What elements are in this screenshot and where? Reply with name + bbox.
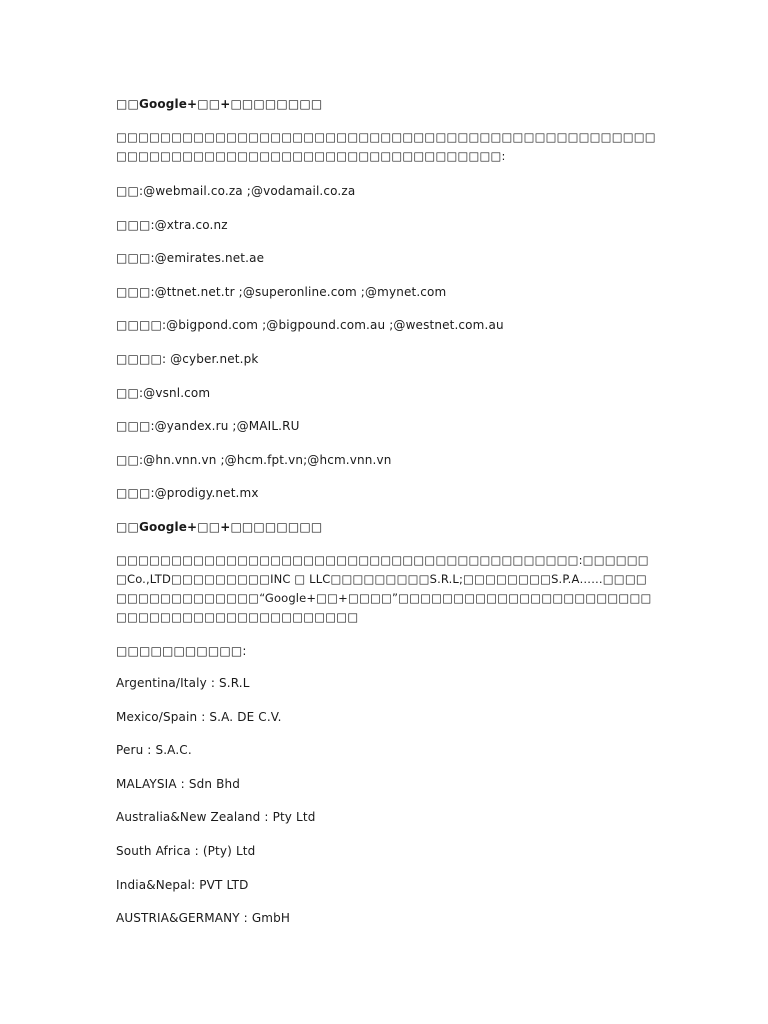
section-2-intro: □□□□□□□□□□□:	[116, 643, 247, 658]
email-domain-item: □□□:@xtra.co.nz	[116, 217, 228, 232]
email-domain-item: □□□:@ttnet.net.tr ;@superonline.com ;@mynet.com	[116, 284, 447, 299]
company-suffix-item: Australia&New Zealand : Pty Ltd	[116, 810, 316, 825]
email-domain-item: □□□:@emirates.net.ae	[116, 251, 265, 266]
section-2-paragraph: □□□□□□□□□□□□□□□□□□□□□□□□□□□□□□□□□□□□□□□□□□:□□□□□□□Co.,LTD□□□□□□□□□INC □ LLC□□□□□□□□□S.R.L;□□□□□□□□S.P.A……□□□□□□□□□□□□□□□□□“Google+□□+□□□□”□□□□□□□□□□□□□□□□□□□□□□□□□□□□□□□□□□□□□□□□□□□□□	[116, 552, 652, 624]
email-domain-item: □□:@hn.vnn.vn ;@hcm.fpt.vn;@hcm.vnn.vn	[116, 452, 392, 467]
email-domain-item: □□□:@yandex.ru ;@MAIL.RU	[116, 419, 300, 434]
email-domain-item: □□□:@prodigy.net.mx	[116, 486, 259, 501]
company-suffix-list	[116, 675, 656, 926]
section-1-heading: □□Google+□□+□□□□□□□□	[116, 97, 323, 111]
company-suffix-item: MALAYSIA : Sdn Bhd	[116, 776, 240, 791]
email-domain-item: □□□□: @cyber.net.pk	[116, 351, 259, 366]
email-domain-item: □□:@vsnl.com	[116, 385, 211, 400]
email-domain-item: □□:@webmail.co.za ;@vodamail.co.za	[116, 184, 356, 198]
company-suffix-item: Argentina/Italy : S.R.L	[116, 675, 250, 690]
section-2-heading: □□Google+□□+□□□□□□□□	[116, 519, 323, 534]
company-suffix-item: AUSTRIA&GERMANY : GmbH	[116, 911, 291, 926]
email-domain-item: □□□□:@bigpond.com ;@bigpound.com.au ;@westnet.com.au	[116, 318, 504, 333]
section-1-paragraph: □□□□□□□□□□□□□□□□□□□□□□□□□□□□□□□□□□□□□□□□□□□□□□□□□□□□□□□□□□□□□□□□□□□□□□□□□□□□□□□□□□□□:	[116, 130, 656, 163]
document-page	[116, 96, 656, 944]
company-suffix-item: South Africa : (Pty) Ltd	[116, 843, 256, 858]
email-domain-list	[116, 183, 656, 501]
company-suffix-item: Peru : S.A.C.	[116, 743, 192, 758]
company-suffix-item: India&Nepal: PVT LTD	[116, 877, 249, 892]
company-suffix-item: Mexico/Spain : S.A. DE C.V.	[116, 709, 282, 724]
